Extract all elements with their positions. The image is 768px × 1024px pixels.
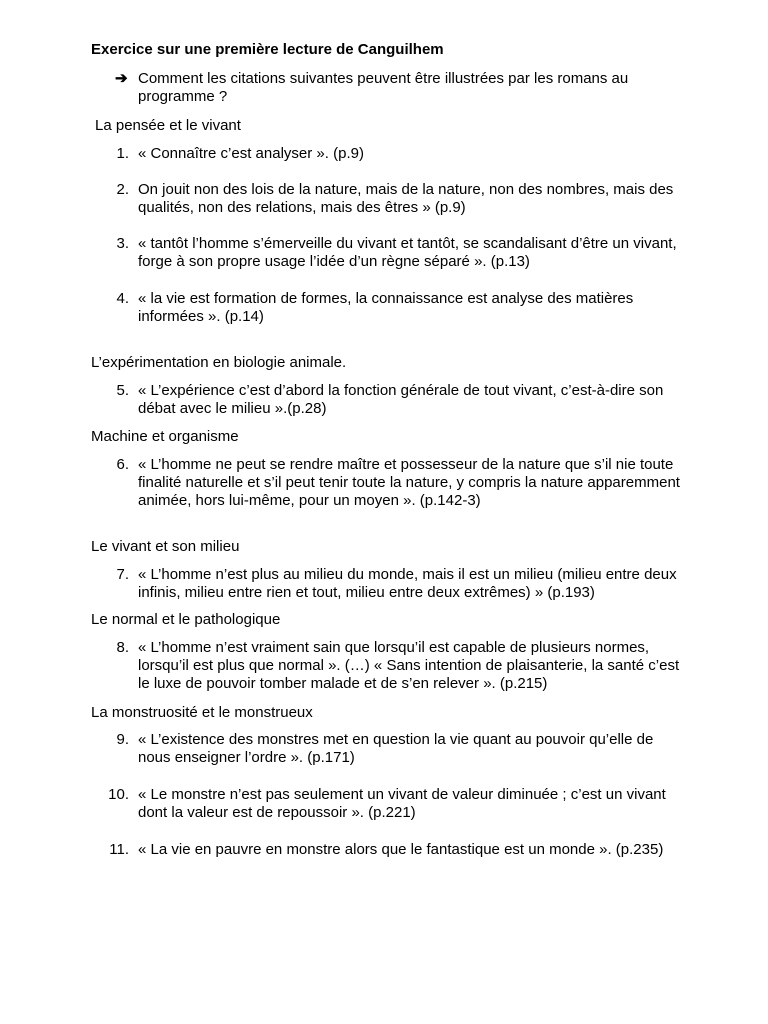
section-heading-pensee: La pensée et le vivant	[95, 117, 241, 134]
item-number: 7.	[116, 566, 129, 583]
list-item	[91, 566, 681, 602]
list-item	[91, 456, 681, 510]
item-number: 6.	[116, 456, 129, 473]
item-text: « Connaître c’est analyser ». (p.9)	[138, 145, 364, 162]
item-number: 1.	[116, 145, 129, 162]
item-text: « tantôt l’homme s’émerveille du vivant et tantôt, se scandalisant d’être un vivant, forge à son propre usage l’idée d’un règne séparé ». (p.13)	[138, 235, 677, 270]
list-item	[91, 235, 681, 271]
list-item	[91, 731, 681, 767]
document-title: Exercice sur une première lecture de Canguilhem	[91, 41, 444, 58]
section-heading-milieu: Le vivant et son milieu	[91, 538, 240, 555]
item-number: 11.	[109, 841, 129, 858]
section-heading-monstruosite: La monstruosité et le monstrueux	[91, 704, 313, 721]
item-text: On jouit non des lois de la nature, mais de la nature, non des nombres, mais des qualités, non des relations, mais des êtres » (p.9)	[138, 181, 674, 216]
item-text: « L’expérience c’est d’abord la fonction générale de tout vivant, c’est-à-dire son débat avec le milieu ».(p.28)	[138, 382, 664, 417]
item-text: « L’homme n’est plus au milieu du monde, mais il est un milieu (milieu entre deux infinis, milieu entre rien et tout, milieu entre deux extrêmes) » (p.193)	[138, 566, 677, 601]
item-text: « L’existence des monstres met en question la vie quant au pouvoir qu’elle de nous enseigner l’ordre ». (p.171)	[138, 731, 654, 766]
item-text: « La vie en pauvre en monstre alors que le fantastique est un monde ». (p.235)	[138, 841, 664, 858]
item-number: 5.	[116, 382, 129, 399]
list-item	[91, 145, 681, 163]
item-number: 8.	[116, 639, 129, 656]
item-text: « la vie est formation de formes, la connaissance est analyse des matières informées ». (p.14)	[138, 290, 634, 325]
list-item	[91, 841, 681, 859]
section-heading-normal: Le normal et le pathologique	[91, 611, 281, 628]
item-number: 3.	[116, 235, 129, 252]
intro-question	[115, 70, 655, 106]
list-item	[91, 639, 681, 693]
item-text: « Le monstre n’est pas seulement un vivant de valeur diminuée ; c’est un vivant dont la valeur est de repoussoir ». (p.221)	[138, 786, 666, 821]
item-number: 4.	[116, 290, 129, 307]
item-number: 10.	[108, 786, 129, 803]
section-heading-machine: Machine et organisme	[91, 428, 239, 445]
intro-text: Comment les citations suivantes peuvent être illustrées par les romans au programme ?	[138, 70, 629, 105]
item-text: « L’homme n’est vraiment sain que lorsqu’il est capable de plusieurs normes, lorsqu’il est plus que normal ». (…) « Sans intention de plaisanterie, la santé c’est le luxe de pouvoir tomber malade et de s’en relever ». (p.215)	[138, 639, 680, 692]
list-item	[91, 786, 681, 822]
section-heading-experimentation: L’expérimentation en biologie animale.	[91, 354, 347, 371]
item-number: 9.	[116, 731, 129, 748]
arrow-icon: ➔	[115, 70, 128, 87]
list-item	[91, 382, 681, 418]
list-item	[91, 181, 681, 217]
item-text: « L’homme ne peut se rendre maître et possesseur de la nature que s’il nie toute finalité naturelle et s’il peut tenir toute la nature, y compris la nature apparemment animée, hors lui-même, pour un moyen ». (p.142-3)	[138, 456, 680, 509]
list-item	[91, 290, 681, 326]
item-number: 2.	[116, 181, 129, 198]
